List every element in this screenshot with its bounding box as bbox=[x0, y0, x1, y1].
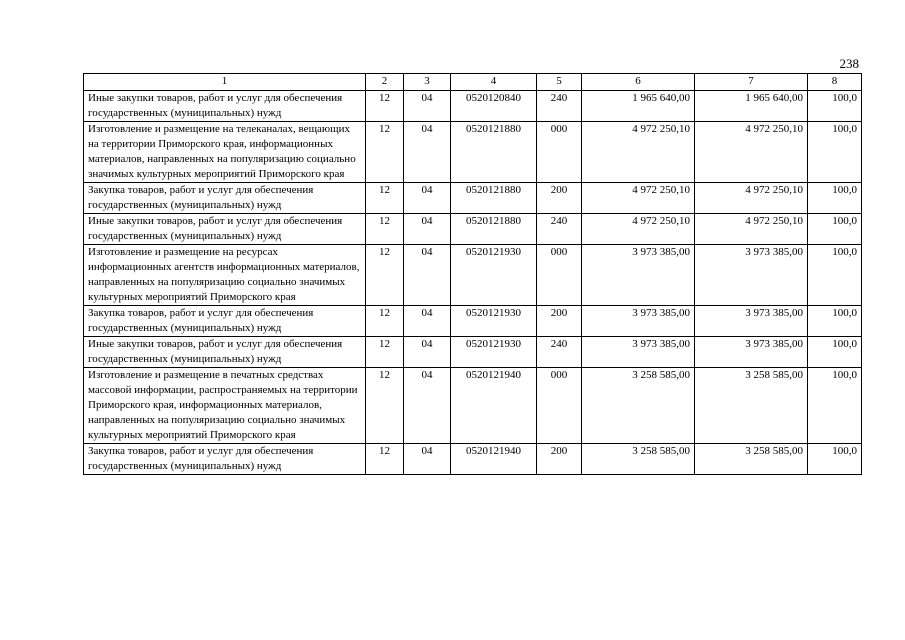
amount-executed-cell: 3 973 385,00 bbox=[695, 306, 808, 337]
amount-executed-cell: 4 972 250,10 bbox=[695, 214, 808, 245]
column-header: 4 bbox=[451, 74, 537, 91]
table-row bbox=[84, 245, 862, 306]
column-header: 3 bbox=[404, 74, 451, 91]
column-header: 7 bbox=[695, 74, 808, 91]
section-cell: 12 bbox=[366, 444, 404, 475]
expense-type-cell: 200 bbox=[537, 183, 582, 214]
expense-type-cell: 200 bbox=[537, 444, 582, 475]
column-header: 8 bbox=[808, 74, 862, 91]
amount-executed-cell: 3 258 585,00 bbox=[695, 444, 808, 475]
amount-executed-cell: 3 973 385,00 bbox=[695, 245, 808, 306]
table-row bbox=[84, 122, 862, 183]
row-name-cell: Изготовление и размещение на телеканалах, вещающих на территории Приморского края, информационных материалов, направленных на популяризацию социально значимых культурных мероприятий Приморского края bbox=[84, 122, 366, 183]
amount-planned-cell: 3 258 585,00 bbox=[582, 368, 695, 444]
percent-cell: 100,0 bbox=[808, 245, 862, 306]
expense-type-cell: 000 bbox=[537, 122, 582, 183]
section-cell: 12 bbox=[366, 245, 404, 306]
expense-type-cell: 000 bbox=[537, 245, 582, 306]
section-cell: 12 bbox=[366, 306, 404, 337]
column-header: 2 bbox=[366, 74, 404, 91]
amount-executed-cell: 3 973 385,00 bbox=[695, 337, 808, 368]
percent-cell: 100,0 bbox=[808, 368, 862, 444]
expense-type-cell: 240 bbox=[537, 214, 582, 245]
target-code-cell: 0520121930 bbox=[451, 337, 537, 368]
table-row bbox=[84, 91, 862, 122]
amount-executed-cell: 4 972 250,10 bbox=[695, 183, 808, 214]
expense-type-cell: 240 bbox=[537, 337, 582, 368]
section-cell: 12 bbox=[366, 91, 404, 122]
row-name-cell: Закупка товаров, работ и услуг для обеспечения государственных (муниципальных) нужд bbox=[84, 306, 366, 337]
amount-planned-cell: 3 258 585,00 bbox=[582, 444, 695, 475]
percent-cell: 100,0 bbox=[808, 183, 862, 214]
amount-executed-cell: 4 972 250,10 bbox=[695, 122, 808, 183]
amount-planned-cell: 4 972 250,10 bbox=[582, 122, 695, 183]
amount-planned-cell: 3 973 385,00 bbox=[582, 337, 695, 368]
section-cell: 12 bbox=[366, 214, 404, 245]
subsection-cell: 04 bbox=[404, 337, 451, 368]
table-row bbox=[84, 183, 862, 214]
subsection-cell: 04 bbox=[404, 122, 451, 183]
column-header: 5 bbox=[537, 74, 582, 91]
header-row bbox=[84, 74, 862, 91]
subsection-cell: 04 bbox=[404, 91, 451, 122]
subsection-cell: 04 bbox=[404, 306, 451, 337]
subsection-cell: 04 bbox=[404, 245, 451, 306]
column-header: 1 bbox=[84, 74, 366, 91]
expense-type-cell: 240 bbox=[537, 91, 582, 122]
column-header: 6 bbox=[582, 74, 695, 91]
page-number: 238 bbox=[839, 56, 859, 71]
target-code-cell: 0520121940 bbox=[451, 444, 537, 475]
row-name-cell: Иные закупки товаров, работ и услуг для обеспечения государственных (муниципальных) нужд bbox=[84, 214, 366, 245]
table-row bbox=[84, 306, 862, 337]
target-code-cell: 0520120840 bbox=[451, 91, 537, 122]
subsection-cell: 04 bbox=[404, 214, 451, 245]
row-name-cell: Закупка товаров, работ и услуг для обеспечения государственных (муниципальных) нужд bbox=[84, 183, 366, 214]
row-name-cell: Закупка товаров, работ и услуг для обеспечения государственных (муниципальных) нужд bbox=[84, 444, 366, 475]
target-code-cell: 0520121880 bbox=[451, 183, 537, 214]
subsection-cell: 04 bbox=[404, 183, 451, 214]
row-name-cell: Изготовление и размещение в печатных средствах массовой информации, распространяемых на территории Приморского края, информационных материалов, направленных на популяризацию социально значимых культурных мероприятий Приморского края bbox=[84, 368, 366, 444]
amount-planned-cell: 1 965 640,00 bbox=[582, 91, 695, 122]
target-code-cell: 0520121930 bbox=[451, 306, 537, 337]
amount-planned-cell: 4 972 250,10 bbox=[582, 183, 695, 214]
amount-executed-cell: 3 258 585,00 bbox=[695, 368, 808, 444]
subsection-cell: 04 bbox=[404, 444, 451, 475]
amount-executed-cell: 1 965 640,00 bbox=[695, 91, 808, 122]
percent-cell: 100,0 bbox=[808, 444, 862, 475]
target-code-cell: 0520121930 bbox=[451, 245, 537, 306]
row-name-cell: Иные закупки товаров, работ и услуг для обеспечения государственных (муниципальных) нужд bbox=[84, 337, 366, 368]
budget-table bbox=[83, 73, 862, 475]
target-code-cell: 0520121940 bbox=[451, 368, 537, 444]
subsection-cell: 04 bbox=[404, 368, 451, 444]
target-code-cell: 0520121880 bbox=[451, 122, 537, 183]
section-cell: 12 bbox=[366, 337, 404, 368]
percent-cell: 100,0 bbox=[808, 91, 862, 122]
section-cell: 12 bbox=[366, 368, 404, 444]
table-row bbox=[84, 337, 862, 368]
section-cell: 12 bbox=[366, 183, 404, 214]
amount-planned-cell: 3 973 385,00 bbox=[582, 245, 695, 306]
amount-planned-cell: 3 973 385,00 bbox=[582, 306, 695, 337]
expense-type-cell: 000 bbox=[537, 368, 582, 444]
percent-cell: 100,0 bbox=[808, 337, 862, 368]
table-row bbox=[84, 214, 862, 245]
row-name-cell: Иные закупки товаров, работ и услуг для обеспечения государственных (муниципальных) нужд bbox=[84, 91, 366, 122]
section-cell: 12 bbox=[366, 122, 404, 183]
percent-cell: 100,0 bbox=[808, 122, 862, 183]
row-name-cell: Изготовление и размещение на ресурсах информационных агентств информационных материалов, направленных на популяризацию социально значимых культурных мероприятий Приморского края bbox=[84, 245, 366, 306]
expense-type-cell: 200 bbox=[537, 306, 582, 337]
target-code-cell: 0520121880 bbox=[451, 214, 537, 245]
percent-cell: 100,0 bbox=[808, 214, 862, 245]
percent-cell: 100,0 bbox=[808, 306, 862, 337]
table-row bbox=[84, 444, 862, 475]
amount-planned-cell: 4 972 250,10 bbox=[582, 214, 695, 245]
table-row bbox=[84, 368, 862, 444]
